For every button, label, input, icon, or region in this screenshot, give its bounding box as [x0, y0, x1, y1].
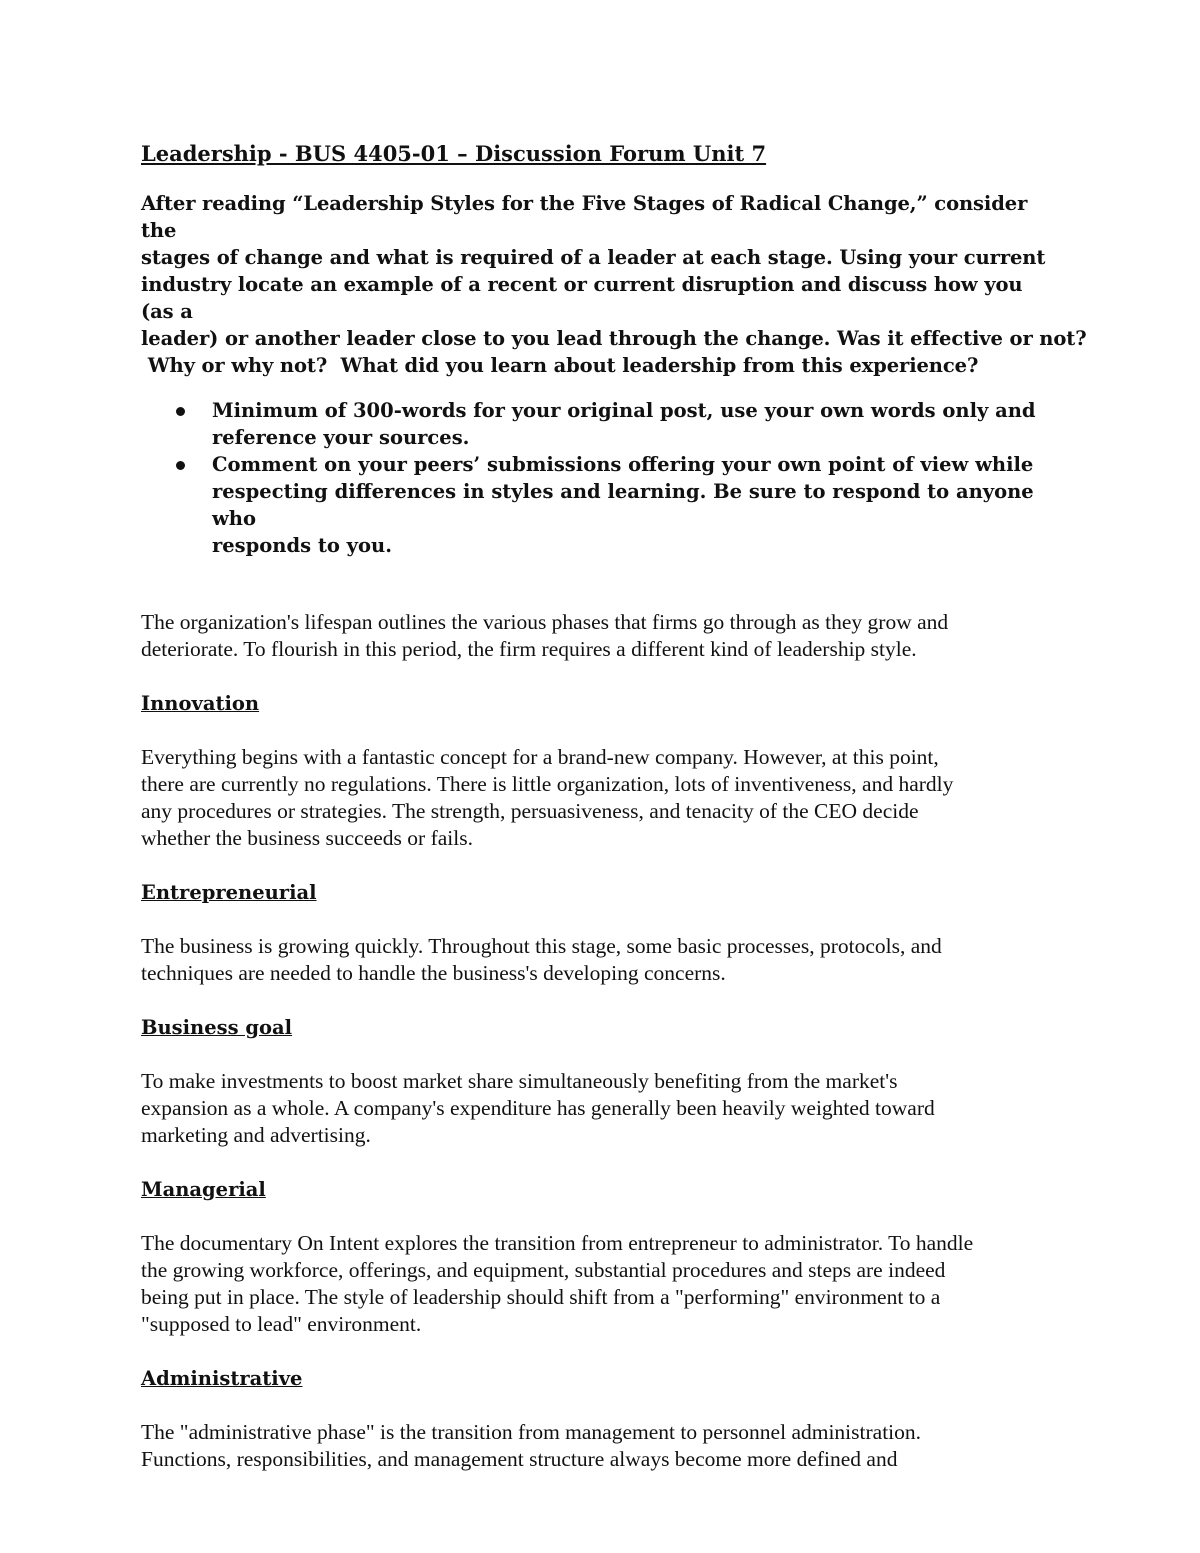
prompt-line: industry locate an example of a recent or current disruption and discuss how you (as a — [141, 273, 1023, 323]
prompt-line: stages of change and what is required of a leader at each stage. Using your current — [141, 246, 1046, 269]
section-entrepreneurial — [141, 879, 1056, 987]
document-title: Leadership - BUS 4405-01 – Discussion Forum Unit 7 — [141, 141, 767, 166]
bullet-line: responds to you. — [212, 534, 392, 557]
prompt-line: After reading “Leadership Styles for the Five Stages of Radical Change,” consider the — [141, 192, 1028, 242]
text-line: being put in place. The style of leadership should shift from a "performing" environment to a — [141, 1285, 941, 1309]
section-paragraph — [141, 744, 1056, 852]
section-paragraph — [141, 933, 1056, 987]
text-line: Everything begins with a fantastic concept for a brand-new company. However, at this point, — [141, 745, 939, 769]
text-line: To make investments to boost market share simultaneously benefiting from the market's — [141, 1069, 898, 1093]
text-line: techniques are needed to handle the business's developing concerns. — [141, 961, 726, 985]
section-heading: Entrepreneurial — [141, 881, 317, 904]
text-line: there are currently no regulations. There is little organization, lots of inventiveness, and hardly — [141, 772, 954, 796]
section-heading: Administrative — [141, 1367, 303, 1390]
bullet-line: reference your sources. — [212, 426, 470, 449]
text-line: expansion as a whole. A company's expenditure has generally been heavily weighted toward — [141, 1096, 935, 1120]
text-line: deteriorate. To flourish in this period, the firm requires a different kind of leadership style. — [141, 637, 917, 661]
bullet-line: respecting differences in styles and learning. Be sure to respond to anyone who — [212, 480, 1034, 530]
bullet-icon — [176, 407, 185, 416]
requirements-list — [141, 397, 1056, 559]
text-line: The "administrative phase" is the transition from management to personnel administration. — [141, 1420, 922, 1444]
section-paragraph — [141, 1068, 1056, 1149]
text-line: The organization's lifespan outlines the various phases that firms go through as they grow and — [141, 610, 949, 634]
section-heading: Innovation — [141, 692, 260, 715]
bullet-icon — [176, 461, 185, 470]
text-line: marketing and advertising. — [141, 1123, 371, 1147]
text-line: The documentary On Intent explores the transition from entrepreneur to administrator. To handle — [141, 1231, 974, 1255]
bullet-line: Minimum of 300-words for your original post, use your own words only and — [212, 399, 1036, 422]
document-page — [141, 140, 1087, 1473]
prompt-line: leader) or another leader close to you lead through the change. Was it effective or not? — [141, 327, 1087, 350]
prompt-line: Why or why not? What did you learn about leadership from this experience? — [141, 354, 979, 377]
text-line: whether the business succeeds or fails. — [141, 826, 473, 850]
section-managerial — [141, 1176, 1056, 1338]
section-paragraph — [141, 1419, 1056, 1473]
section-paragraph — [141, 1230, 1056, 1338]
section-innovation — [141, 690, 1056, 852]
section-heading: Business goal — [141, 1016, 293, 1039]
text-line: any procedures or strategies. The strength, persuasiveness, and tenacity of the CEO decide — [141, 799, 919, 823]
intro-paragraph — [141, 609, 1056, 663]
requirement-item — [141, 397, 1056, 451]
section-heading: Managerial — [141, 1178, 266, 1201]
requirement-item — [141, 451, 1056, 559]
assignment-prompt — [141, 190, 1087, 379]
section-business-goal — [141, 1014, 1056, 1149]
text-line: "supposed to lead" environment. — [141, 1312, 422, 1336]
bullet-line: Comment on your peers’ submissions offering your own point of view while — [212, 453, 1034, 476]
text-line: The business is growing quickly. Throughout this stage, some basic processes, protocols, and — [141, 934, 942, 958]
text-line: the growing workforce, offerings, and equipment, substantial procedures and steps are indeed — [141, 1258, 946, 1282]
section-administrative — [141, 1365, 1056, 1473]
text-line: Functions, responsibilities, and management structure always become more defined and — [141, 1447, 898, 1471]
